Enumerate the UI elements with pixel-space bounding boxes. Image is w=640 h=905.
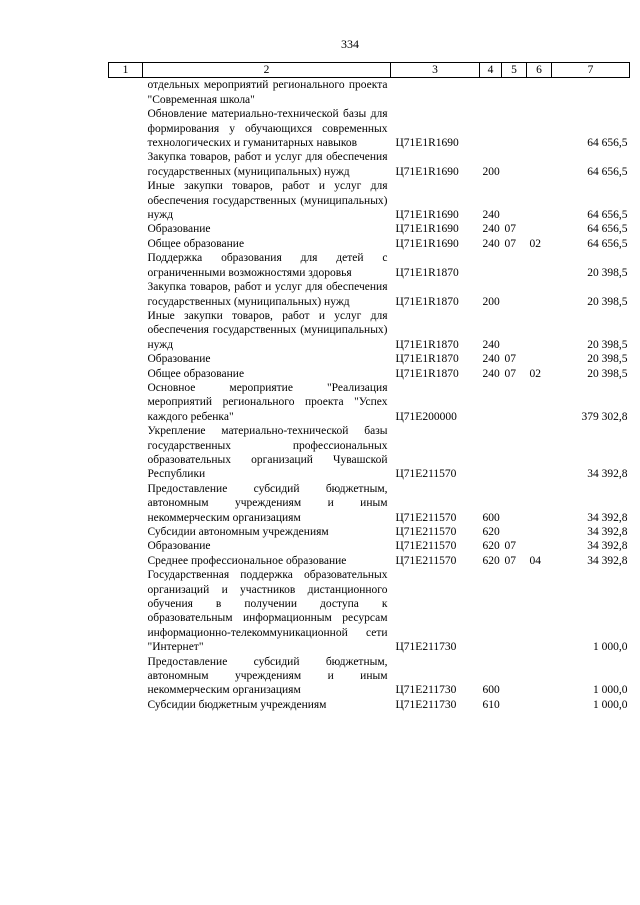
- row-amount: [552, 78, 630, 107]
- row-section: [502, 309, 527, 352]
- row-description: Образование: [147, 353, 211, 366]
- column-header: 2: [143, 63, 391, 78]
- row-amount: 379 302,8: [581, 410, 628, 423]
- row-description: Субсидии автономным учреждениям: [147, 526, 329, 538]
- row-subsection: [527, 150, 552, 179]
- blank-cell: [109, 78, 143, 107]
- blank-cell: [109, 539, 143, 553]
- table-row: [109, 525, 630, 539]
- row-section: 07: [504, 223, 516, 236]
- row-target-code: Ц71E211730: [395, 684, 457, 697]
- row-target-code: Ц71E1R1870: [395, 367, 459, 380]
- row-section: 07: [504, 237, 516, 250]
- row-expense-type: 600: [482, 511, 500, 524]
- row-subsection: [527, 222, 552, 236]
- row-section: [502, 150, 527, 179]
- row-description: Образование: [147, 540, 211, 553]
- blank-cell: [109, 237, 143, 251]
- blank-cell: [109, 381, 143, 424]
- row-expense-type: 620: [482, 526, 500, 538]
- row-subsection: [527, 525, 552, 539]
- row-expense-type: 200: [482, 165, 500, 178]
- row-section: [502, 482, 527, 525]
- row-target-code: Ц71E211730: [395, 641, 457, 654]
- row-section: [502, 107, 527, 150]
- row-subsection: [527, 655, 552, 698]
- table-row: [109, 78, 630, 107]
- table-row: [109, 237, 630, 251]
- blank-cell: [109, 568, 143, 654]
- row-subsection: [527, 78, 552, 107]
- row-expense-type: 240: [482, 237, 500, 250]
- row-target-code: Ц71E1R1690: [395, 137, 459, 150]
- row-target-code: Ц71E211570: [395, 511, 457, 524]
- row-target-code: Ц71E211570: [395, 526, 457, 538]
- row-expense-type: [480, 78, 502, 107]
- row-amount: 1 000,0: [593, 698, 628, 711]
- row-section: [502, 280, 527, 309]
- row-description: Субсидии бюджетным учреждениям: [147, 698, 327, 711]
- row-section: 07: [504, 367, 516, 380]
- blank-cell: [109, 554, 143, 568]
- row-subsection: [527, 568, 552, 654]
- table-row: [109, 554, 630, 568]
- blank-cell: [109, 107, 143, 150]
- table-row: [109, 367, 630, 381]
- row-description: Закупка товаров, работ и услуг для обеспечения государственных (муниципальных) нужд: [147, 281, 388, 308]
- row-section: 07: [504, 540, 516, 553]
- row-amount: 64 656,5: [587, 209, 628, 222]
- row-expense-type: 240: [482, 209, 500, 222]
- row-expense-type: 240: [482, 223, 500, 236]
- row-subsection: [527, 107, 552, 150]
- blank-cell: [109, 424, 143, 482]
- blank-cell: [109, 309, 143, 352]
- blank-cell: [109, 150, 143, 179]
- row-description: Общее образование: [147, 237, 245, 250]
- row-target-code: Ц71E211570: [395, 554, 457, 567]
- row-amount: 34 392,8: [587, 554, 628, 567]
- row-expense-type: 600: [482, 684, 500, 697]
- row-amount: 20 398,5: [587, 367, 628, 380]
- row-description: Укрепление материально-технической базы государственных профессиональных образовательных организаций Чувашской Республики: [147, 425, 388, 481]
- row-description: Иные закупки товаров, работ и услуг для обеспечения государственных (муниципальных) нужд: [147, 309, 388, 351]
- table-row: [109, 251, 630, 280]
- row-subsection: [527, 280, 552, 309]
- row-description: Среднее профессиональное образование: [147, 554, 347, 567]
- row-subsection: [527, 309, 552, 352]
- blank-cell: [109, 251, 143, 280]
- row-subsection: [527, 424, 552, 482]
- table-row: [109, 424, 630, 482]
- row-amount: 64 656,5: [587, 223, 628, 236]
- blank-cell: [109, 698, 143, 712]
- row-amount: 34 392,8: [587, 511, 628, 524]
- row-description: отдельных мероприятий регионального проекта "Современная школа": [147, 79, 388, 106]
- row-expense-type: 620: [482, 554, 500, 567]
- row-section: [502, 655, 527, 698]
- row-description: Предоставление субсидий бюджетным, автономным учреждениям и иным некоммерческим организациям: [147, 482, 388, 524]
- column-header: 1: [109, 63, 143, 78]
- row-section: [502, 78, 527, 107]
- blank-cell: [109, 222, 143, 236]
- row-section: [502, 251, 527, 280]
- table-row: [109, 280, 630, 309]
- row-section: 07: [504, 554, 516, 567]
- row-subsection: [527, 381, 552, 424]
- row-target-code: Ц71E211570: [395, 540, 457, 553]
- row-target-code: Ц71E1R1690: [395, 165, 459, 178]
- row-amount: 20 398,5: [587, 295, 628, 308]
- table-row: [109, 698, 630, 712]
- row-description: Государственная поддержка образовательных организаций и участников дистанционного обучения в получении доступа к образовательным информационным ресурсам информационно-телекоммуникационной сети "Интернет": [147, 569, 388, 654]
- row-expense-type: [480, 381, 502, 424]
- row-target-code: Ц71E211730: [395, 698, 457, 711]
- row-amount: 20 398,5: [587, 353, 628, 366]
- row-subsection: 02: [529, 237, 541, 250]
- row-target-code: Ц71E200000: [395, 410, 457, 423]
- row-amount: 34 392,8: [587, 540, 628, 553]
- row-section: [502, 179, 527, 222]
- row-amount: 1 000,0: [593, 684, 628, 697]
- row-description: Обновление материально-технической базы для формирования у обучающихся современных технологических и гуманитарных навыков: [147, 108, 388, 150]
- row-section: [502, 525, 527, 539]
- row-expense-type: [480, 568, 502, 654]
- blank-cell: [109, 525, 143, 539]
- blank-cell: [109, 655, 143, 698]
- row-subsection: [527, 251, 552, 280]
- blank-cell: [109, 179, 143, 222]
- row-description: Общее образование: [147, 367, 245, 380]
- row-expense-type: 240: [482, 353, 500, 366]
- row-description: Закупка товаров, работ и услуг для обеспечения государственных (муниципальных) нужд: [147, 151, 388, 178]
- row-section: [502, 698, 527, 712]
- row-description: Образование: [147, 223, 211, 236]
- row-subsection: [527, 698, 552, 712]
- budget-table: [108, 62, 630, 712]
- row-section: 07: [504, 353, 516, 366]
- table-row: [109, 381, 630, 424]
- row-amount: 34 392,8: [587, 468, 628, 481]
- row-target-code: Ц71E1R1870: [395, 266, 459, 279]
- column-header: 3: [391, 63, 480, 78]
- row-section: [502, 381, 527, 424]
- row-description: Предоставление субсидий бюджетным, автономным учреждениям и иным некоммерческим организациям: [147, 655, 388, 697]
- column-header: 5: [502, 63, 527, 78]
- row-amount: 20 398,5: [587, 266, 628, 279]
- row-expense-type: [480, 424, 502, 482]
- row-section: [502, 568, 527, 654]
- row-description: Иные закупки товаров, работ и услуг для обеспечения государственных (муниципальных) нужд: [147, 180, 388, 222]
- row-expense-type: 620: [482, 540, 500, 553]
- row-expense-type: 240: [482, 367, 500, 380]
- row-target-code: Ц71E1R1690: [395, 223, 459, 236]
- row-target-code: Ц71E1R1870: [395, 353, 459, 366]
- table-row: [109, 150, 630, 179]
- blank-cell: [109, 352, 143, 366]
- row-description: Поддержка образования для детей с ограниченными возможностями здоровья: [147, 252, 388, 279]
- table-row: [109, 482, 630, 525]
- table-row: [109, 179, 630, 222]
- column-header: 6: [527, 63, 552, 78]
- row-target-code: Ц71E1R1690: [395, 237, 459, 250]
- row-amount: 64 656,5: [587, 165, 628, 178]
- row-subsection: 02: [529, 367, 541, 380]
- table-row: [109, 539, 630, 553]
- row-expense-type: [480, 251, 502, 280]
- row-amount: 64 656,5: [587, 137, 628, 150]
- row-expense-type: 610: [482, 698, 500, 711]
- row-amount: 1 000,0: [593, 641, 628, 654]
- row-expense-type: 240: [482, 338, 500, 351]
- row-amount: 20 398,5: [587, 338, 628, 351]
- row-target-code: Ц71E1R1870: [395, 295, 459, 308]
- row-amount: 34 392,8: [587, 526, 628, 538]
- row-target-code: [391, 78, 480, 107]
- table-row: [109, 309, 630, 352]
- row-subsection: 04: [529, 554, 541, 567]
- row-description: Основное мероприятие "Реализация мероприятий регионального проекта "Успех каждого ребенка": [147, 381, 388, 423]
- row-expense-type: 200: [482, 295, 500, 308]
- row-target-code: Ц71E1R1690: [395, 209, 459, 222]
- column-header: 4: [480, 63, 502, 78]
- table-row: [109, 568, 630, 654]
- column-number-header: [109, 63, 630, 78]
- blank-cell: [109, 482, 143, 525]
- row-subsection: [527, 482, 552, 525]
- row-subsection: [527, 352, 552, 366]
- table-row: [109, 107, 630, 150]
- row-section: [502, 424, 527, 482]
- row-target-code: Ц71E211570: [395, 468, 457, 481]
- table-row: [109, 655, 630, 698]
- blank-cell: [109, 367, 143, 381]
- table-row: [109, 352, 630, 366]
- row-amount: 64 656,5: [587, 237, 628, 250]
- row-subsection: [527, 179, 552, 222]
- page-number: 334: [341, 37, 359, 51]
- column-header: 7: [552, 63, 630, 78]
- row-subsection: [527, 539, 552, 553]
- table-row: [109, 222, 630, 236]
- blank-cell: [109, 280, 143, 309]
- row-expense-type: [480, 107, 502, 150]
- row-target-code: Ц71E1R1870: [395, 338, 459, 351]
